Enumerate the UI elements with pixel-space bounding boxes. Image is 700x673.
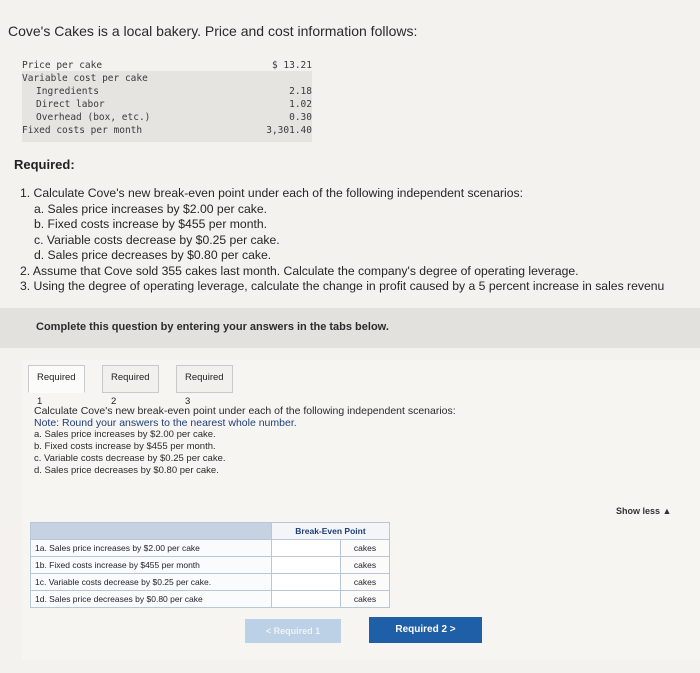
- instruction-banner: [0, 308, 700, 348]
- labor-label: Direct labor: [36, 99, 105, 110]
- row-label-1d: 1d. Sales price decreases by $0.80 per cake: [31, 591, 272, 608]
- required-list: [20, 186, 664, 295]
- fixed-label: Fixed costs per month: [22, 125, 143, 136]
- table-row: [31, 574, 390, 591]
- instructions-d: d. Sales price decreases by $0.80 per cake.: [34, 465, 219, 476]
- required-q1: 1. Calculate Cove's new break-even point under each of the following independent scenarios:: [20, 186, 524, 200]
- unit-label-1d: cakes: [341, 591, 390, 608]
- overhead-value: 0.30: [289, 112, 312, 123]
- row-label-1a: 1a. Sales price increases by $2.00 per cake: [31, 540, 272, 557]
- row-label-1b: 1b. Fixed costs increase by $455 per month: [31, 557, 272, 574]
- unit-label-1b: cakes: [341, 557, 390, 574]
- pricing-row-labor: [22, 99, 312, 112]
- prev-required-button[interactable]: < Required 1: [245, 619, 341, 643]
- unit-label-1c: cakes: [341, 574, 390, 591]
- ingredients-value: 2.18: [289, 86, 312, 97]
- ingredients-label: Ingredients: [36, 86, 99, 97]
- pricing-row-fixed: [22, 125, 312, 138]
- required-heading: Required:: [14, 157, 75, 172]
- required-q3: 3. Using the degree of operating leverage, calculate the change in profit caused by a 5 percent increase in sales revenu: [20, 279, 665, 293]
- break-even-input-1a[interactable]: [272, 540, 341, 557]
- instructions-note: Note: Round your answers to the nearest whole number.: [34, 417, 297, 429]
- break-even-table: [30, 522, 390, 608]
- required-q2: 2. Assume that Cove sold 355 cakes last month. Calculate the company's degree of operating leverage.: [20, 263, 579, 278]
- required-q1d: d. Sales price decreases by $0.80 per cake.: [34, 248, 272, 262]
- break-even-input-1c[interactable]: [272, 574, 341, 591]
- table-row: [31, 557, 390, 574]
- row-label-1c: 1c. Variable costs decrease by $0.25 per cake.: [31, 574, 272, 591]
- price-label: Price per cake: [22, 60, 103, 71]
- tab-required-3[interactable]: Required 3: [176, 365, 233, 393]
- next-required-button[interactable]: Required 2 >: [369, 617, 482, 643]
- overhead-label: Overhead (box, etc.): [36, 112, 151, 123]
- varcost-label: Variable cost per cake: [22, 73, 148, 84]
- show-less-link[interactable]: Show less ▲: [616, 506, 672, 516]
- pricing-row-price: [22, 60, 312, 73]
- fixed-value: 3,301.40: [266, 125, 312, 136]
- instructions-b: b. Fixed costs increase by $455 per month.: [34, 441, 216, 452]
- break-even-input-1b[interactable]: [272, 557, 341, 574]
- instructions-a: a. Sales price increases by $2.00 per cake.: [34, 429, 216, 440]
- price-value: $ 13.21: [271, 60, 312, 71]
- table-header-break-even: Break-Even Point: [272, 523, 390, 540]
- instructions-c: c. Variable costs decrease by $0.25 per cake.: [34, 453, 226, 464]
- tab-required-2[interactable]: Required 2: [102, 365, 159, 393]
- table-row: [31, 540, 390, 557]
- required-q1b: b. Fixed costs increase by $455 per month.: [34, 217, 268, 231]
- instructions-line1: Calculate Cove's new break-even point under each of the following independent scenarios:: [34, 405, 456, 417]
- unit-label-1a: cakes: [341, 540, 390, 557]
- labor-value: 1.02: [289, 99, 312, 110]
- problem-title: Cove's Cakes is a local bakery. Price and cost information follows:: [8, 23, 418, 39]
- banner-text: Complete this question by entering your answers in the tabs below.: [36, 321, 389, 333]
- pricing-row-overhead: [22, 112, 312, 125]
- table-row: [31, 591, 390, 608]
- required-q1c: c. Variable costs decrease by $0.25 per cake.: [34, 232, 280, 247]
- pricing-row-varcost: [22, 73, 312, 86]
- tab-instructions: [34, 405, 456, 477]
- required-q1a: a. Sales price increases by $2.00 per cake.: [34, 201, 268, 216]
- pricing-table: [22, 60, 312, 138]
- table-header-blank: [31, 523, 272, 540]
- table-header-row: [31, 523, 390, 540]
- pricing-row-ingredients: [22, 86, 312, 99]
- break-even-input-1d[interactable]: [272, 591, 341, 608]
- tab-required-1[interactable]: Required 1: [28, 365, 85, 393]
